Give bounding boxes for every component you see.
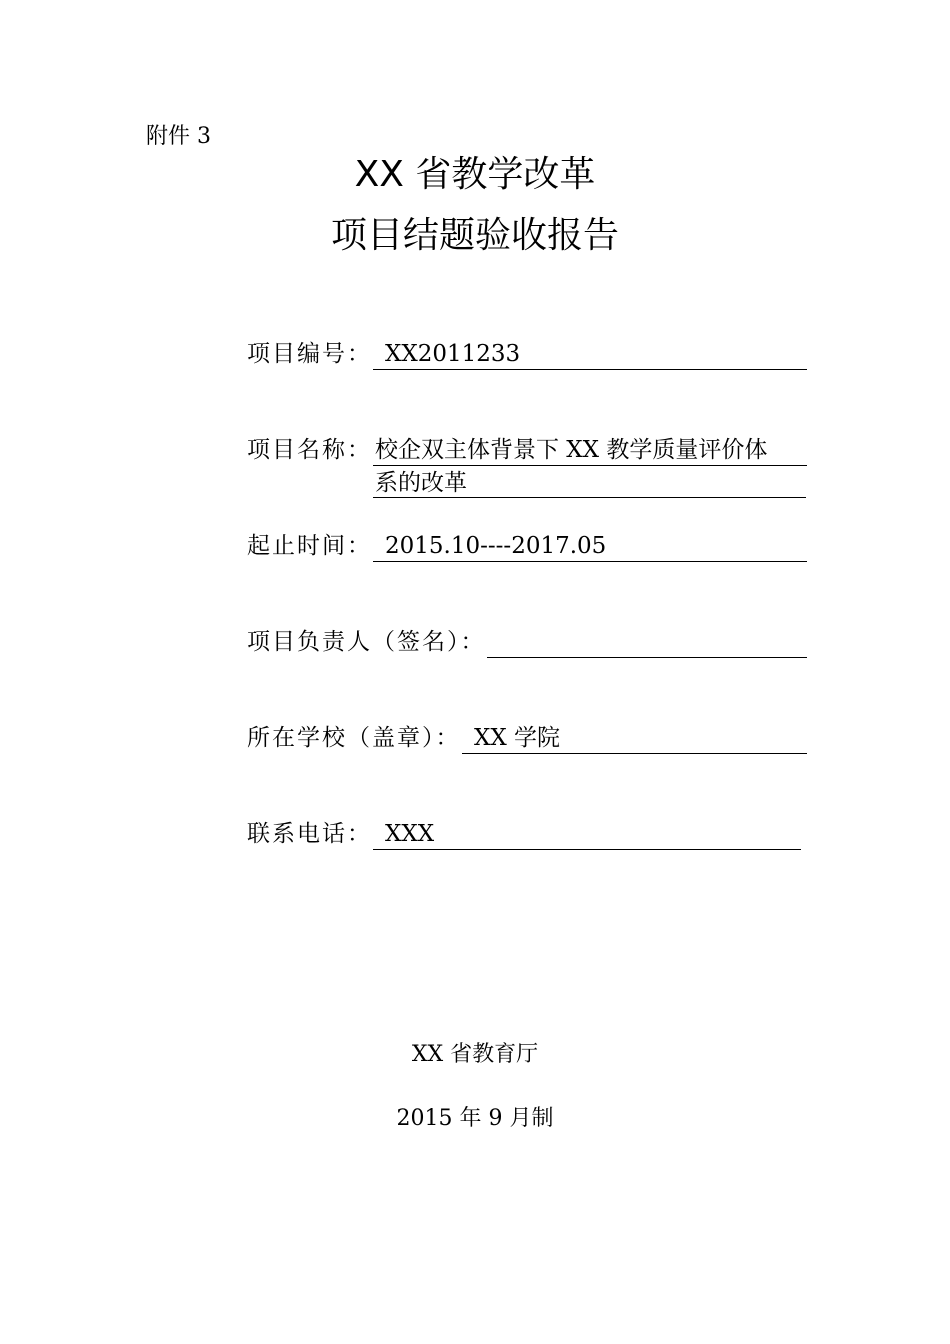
- project-number-value[interactable]: XX2011233: [373, 338, 807, 370]
- project-name-value-continued[interactable]: 系的改革: [373, 468, 806, 498]
- field-project-number: [247, 338, 807, 372]
- field-school: [247, 722, 807, 756]
- project-leader-label: 项目负责人（签名）：: [247, 629, 486, 655]
- school-value[interactable]: XX 学院: [462, 722, 807, 754]
- project-name-label: 项目名称：: [247, 437, 372, 463]
- attachment-label: 附件 3: [146, 124, 211, 149]
- project-name-value[interactable]: 校企双主体背景下 XX 教学质量评价体: [373, 434, 807, 466]
- field-project-name: [247, 434, 807, 468]
- phone-value[interactable]: XXX: [373, 818, 801, 850]
- school-label: 所在学校（盖章）：: [247, 725, 461, 751]
- issuer: XX 省教育厅: [411, 1042, 539, 1067]
- period-value[interactable]: 2015.10----2017.05: [373, 530, 807, 562]
- issue-date: 2015 年 9 月制: [396, 1106, 554, 1131]
- document-title-line-1: XX 省教学改革: [354, 154, 596, 195]
- project-number-label: 项目编号：: [247, 341, 372, 367]
- field-phone: [247, 818, 807, 852]
- phone-label: 联系电话：: [247, 821, 372, 847]
- project-leader-signature-line[interactable]: [487, 626, 807, 658]
- document-title-line-2: 项目结题验收报告: [330, 215, 619, 256]
- period-label: 起止时间：: [247, 533, 372, 559]
- field-project-leader: [247, 626, 807, 660]
- field-period: [247, 530, 807, 564]
